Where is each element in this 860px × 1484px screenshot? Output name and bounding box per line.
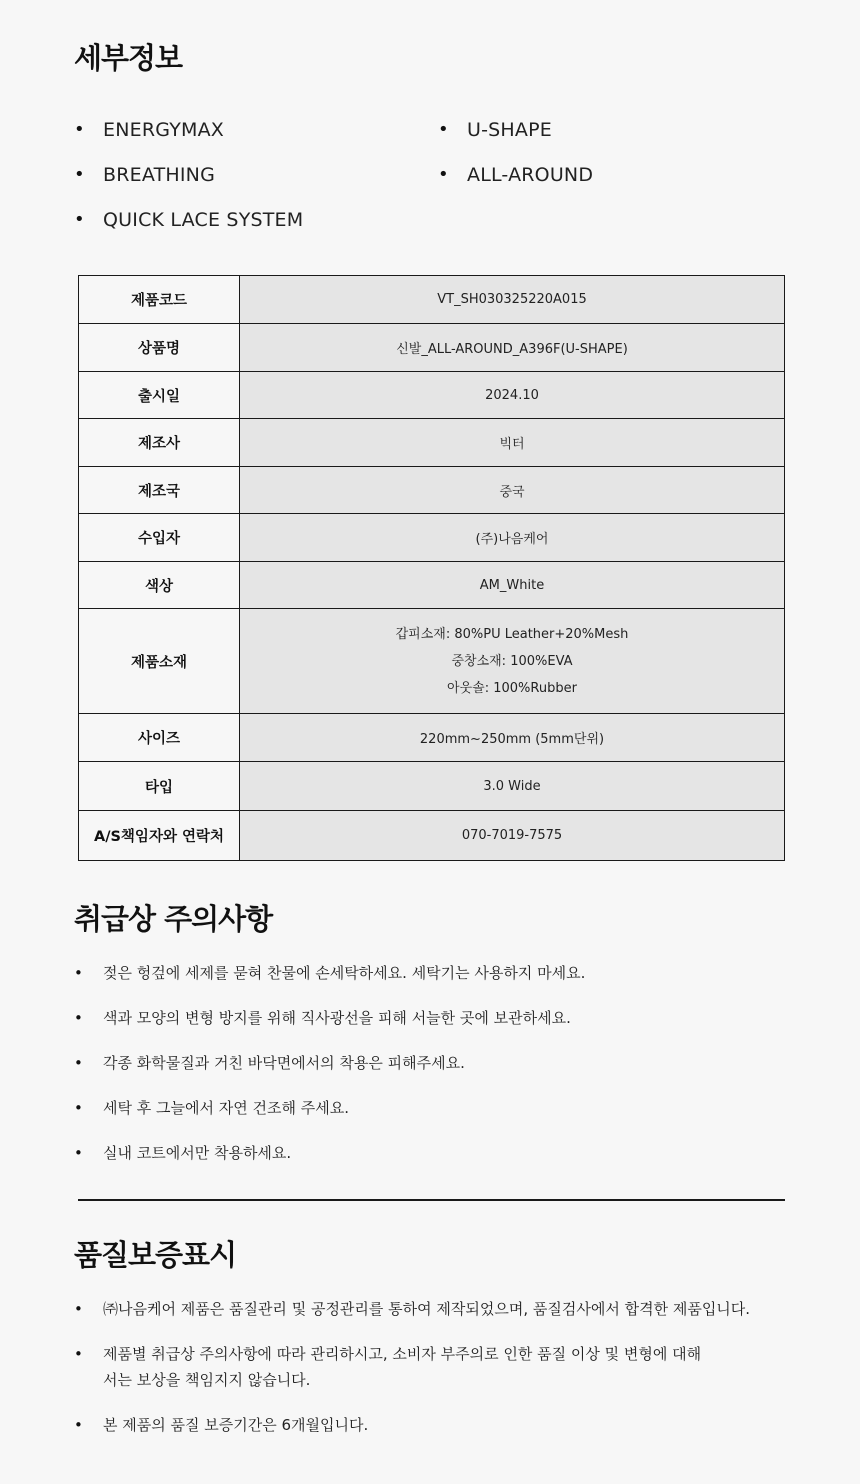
table-row bbox=[79, 467, 785, 514]
spec-label: 색상 bbox=[79, 562, 240, 609]
table-row bbox=[79, 811, 785, 861]
spec-label: 제조사 bbox=[79, 419, 240, 467]
spec-value: (주)나음케어 bbox=[240, 514, 785, 562]
spec-label: 출시일 bbox=[79, 372, 240, 419]
bullet-icon: • bbox=[74, 1300, 83, 1318]
list-item: • 색과 모양의 변형 방지를 위해 직사광선을 피해 서늘한 곳에 보관하세요. bbox=[74, 1005, 794, 1031]
spec-value: 3.0 Wide bbox=[240, 762, 785, 811]
feature-item: • U-SHAPE bbox=[438, 119, 552, 141]
spec-label: 수입자 bbox=[79, 514, 240, 562]
spec-label: 제품소재 bbox=[79, 609, 240, 714]
bullet-icon: • bbox=[438, 164, 449, 185]
spec-value: AM_White bbox=[240, 562, 785, 609]
bullet-icon: • bbox=[74, 964, 83, 982]
list-item: • 젖은 헝겊에 세제를 묻혀 찬물에 손세탁하세요. 세탁기는 사용하지 마세요. bbox=[74, 960, 794, 986]
spec-label: 타입 bbox=[79, 762, 240, 811]
list-item: • 제품별 취급상 주의사항에 따라 관리하시고, 소비자 부주의로 인한 품질 이상 및 변형에 대해서는 보상을 책임지지 않습니다. bbox=[74, 1341, 794, 1393]
table-row bbox=[79, 324, 785, 372]
table-row bbox=[79, 762, 785, 811]
table-row bbox=[79, 562, 785, 609]
spec-value: 220mm~250mm (5mm단위) bbox=[240, 714, 785, 762]
details-title: 세부정보 bbox=[74, 41, 183, 75]
section-divider bbox=[78, 1199, 785, 1201]
spec-label: 상품명 bbox=[79, 324, 240, 372]
bullet-icon: • bbox=[74, 1054, 83, 1072]
spec-value bbox=[240, 609, 785, 714]
table-row bbox=[79, 714, 785, 762]
warranty-list bbox=[74, 1296, 794, 1438]
spec-value: 중국 bbox=[240, 467, 785, 514]
bullet-icon: • bbox=[74, 1416, 83, 1434]
bullet-icon: • bbox=[74, 209, 85, 230]
list-item: • 각종 화학물질과 거친 바닥면에서의 착용은 피해주세요. bbox=[74, 1050, 794, 1076]
bullet-icon: • bbox=[74, 1099, 83, 1117]
list-item: • 실내 코트에서만 착용하세요. bbox=[74, 1140, 794, 1166]
spec-value-line: 중창소재: 100%EVA bbox=[451, 653, 573, 669]
table-row bbox=[79, 609, 785, 714]
feature-item: • QUICK LACE SYSTEM bbox=[74, 209, 304, 231]
table-row bbox=[79, 372, 785, 419]
spec-value: 070-7019-7575 bbox=[240, 811, 785, 861]
spec-value-line: 아웃솔: 100%Rubber bbox=[447, 680, 577, 696]
bullet-icon: • bbox=[74, 164, 85, 185]
spec-value: VT_SH030325220A015 bbox=[240, 276, 785, 324]
spec-value: 신발_ALL-AROUND_A396F(U-SHAPE) bbox=[240, 324, 785, 372]
feature-item: • ENERGYMAX bbox=[74, 119, 225, 141]
feature-list bbox=[74, 118, 794, 232]
care-title: 취급상 주의사항 bbox=[74, 902, 273, 936]
spec-label: 제품코드 bbox=[79, 276, 240, 324]
warranty-title: 품질보증표시 bbox=[74, 1238, 237, 1272]
bullet-icon: • bbox=[438, 119, 449, 140]
bullet-icon: • bbox=[74, 1345, 83, 1363]
feature-item: • ALL-AROUND bbox=[438, 164, 594, 186]
bullet-icon: • bbox=[74, 1144, 83, 1162]
bullet-icon: • bbox=[74, 119, 85, 140]
spec-value-line: 갑피소재: 80%PU Leather+20%Mesh bbox=[395, 626, 629, 642]
table-row bbox=[79, 419, 785, 467]
spec-value: 2024.10 bbox=[240, 372, 785, 419]
list-item: • 본 제품의 품질 보증기간은 6개월입니다. bbox=[74, 1412, 794, 1438]
list-item: • ㈜나음케어 제품은 품질관리 및 공정관리를 통하여 제작되었으며, 품질검사에서 합격한 제품입니다. bbox=[74, 1296, 794, 1322]
bullet-icon: • bbox=[74, 1009, 83, 1027]
spec-table bbox=[78, 275, 785, 861]
feature-item: • BREATHING bbox=[74, 164, 215, 186]
table-row bbox=[79, 514, 785, 562]
spec-label: 제조국 bbox=[79, 467, 240, 514]
spec-label: A/S책임자와 연락처 bbox=[79, 811, 240, 861]
table-row bbox=[79, 276, 785, 324]
spec-value: 빅터 bbox=[240, 419, 785, 467]
care-list bbox=[74, 960, 794, 1166]
list-item: • 세탁 후 그늘에서 자연 건조해 주세요. bbox=[74, 1095, 794, 1121]
spec-label: 사이즈 bbox=[79, 714, 240, 762]
